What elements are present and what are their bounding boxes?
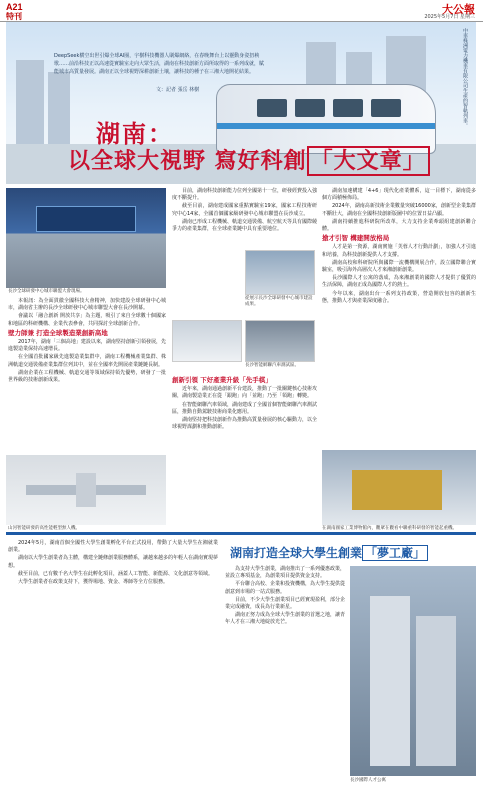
headline-line2 [68,144,430,175]
paragraph: 截至目前，湖南建成國家重點實驗室19家，國家工程技術研究中心14家，全國首個國家級研發中心城市聯盟在長沙成立。 [172,203,317,217]
building-shape [16,60,44,150]
paragraph: 截至目前，已有數千名大學生在此孵化項目，涵蓋人工智能、新能源、文化創意等領域。 [18,570,214,577]
paragraph: 在智能網聯汽車領域，湖南建成了全國首個智能網聯汽車測試區，推動自動駕駛技術商業化應用。 [172,401,318,415]
page-number: A21 [6,2,23,12]
masthead [0,0,483,22]
paragraph: 湖南已形成工程機械、軌道交通裝備、航空航天等具有國際競爭力的產業集群，在全球產業鏈中具有重要地位。 [172,218,318,233]
subheading-text: 搶才引智 構建開放格局 [322,234,390,243]
headline-text: 以全球大視野 寫好科創 [68,148,307,174]
newspaper-logo: 大公報 [442,3,475,16]
paragraph: 人才是第一資源，湖南實施「芙蓉人才行動計劃」，加強人才引進和培養，為科技創新提供人才支撐。 [322,244,476,258]
headline-boxed: 「大文章」 [307,146,430,176]
byline: 文：記者 張岳 林樹 [156,87,200,93]
train-window [333,99,363,117]
photo-caption: 長沙智能網聯汽車測試區。 [245,363,299,368]
photo-caption: 長沙全球研發中心城市聯盟大會現場。 [8,289,85,294]
hero-banner [6,22,476,184]
issue-date: 2025年5月7日 星期三 [424,14,475,20]
section-label: 特刊 [6,12,22,21]
car-photo [245,320,315,362]
lead-text [54,52,264,77]
paragraph: 長沙國際人才公寓的落成，為來湘創業的國際人才提供了優質的生活保障，湖南正成為國際人才的熱土。 [322,275,476,289]
train-stripe [217,123,435,129]
crane-exhibit [352,470,442,510]
paragraph: 平台聯合高校、企業和投資機構，為大學生提供從創意到市場的一站式服務。 [225,581,346,595]
article-column-3 [322,188,476,433]
photo-caption: 山河智能研發的高性能輕型無人機。 [8,526,80,531]
paragraph: 2024年5月，湖南首個全國性大學生創業孵化平台正式投用，帶動了大量大學生在湘就業創業。 [8,540,218,554]
hero-caption: 中車株洲電力機車有限公司生產的智軌列車。 [462,28,468,128]
train-window [295,99,325,117]
paragraph: 會議以「融合創新 開放共享」為主題，吸引了來自全球數十個國家和地區的科研機構、企業代表參會，共同探討全球創新合作。 [8,313,166,327]
paragraph: 湖南持續推進科研院所改革，大力支持企業牽頭組建創新聯合體。 [322,218,476,233]
paragraph: 2024年，湖南高新技術企業數量突破16000家，創新型企業集群不斷壯大，湖南在全國科技創新版圖中的位置日益凸顯。 [322,203,476,217]
paragraph: 湖南堅持把科技創新作為推動高質量發展的核心驅動力，以全球視野謀劃和推動創新。 [172,417,318,431]
subheading-text: 壁力師兼 打造全球製造業創新高地 [8,328,108,337]
subheading-text: 創新引領 下好產業升級「先手棋」 [172,376,272,384]
subheading [8,330,166,337]
paragraph: 為支持大學生創業，湖南推出了一系列優惠政策，並設立專項基金，為創業項目提供資金支持。 [225,566,346,580]
paragraph: 目前，湖南科技創新能力位列全國第十一位，研發經費投入強度不斷提升。 [172,188,318,202]
train-window [257,99,287,117]
aircraft-wing [76,473,96,507]
paragraph: 大學生創業者在政策支持下，獲得場地、資金、導師等全方位服務。 [18,579,169,586]
paragraph: 本報訊：為全面貫徹全國科技大會精神，加快建設全球研發中心城市，湖南省主辦的長沙全球研發中心城市聯盟大會在長沙開幕。 [8,298,166,312]
article-column-2b [172,375,317,525]
paragraph: 湖南以大學生創業者為主體，構建全鏈條創業服務體系，讓越來越多的年輕人在湖南實現夢想。 [8,555,219,569]
paragraph: 目前，不少大學生創業項目已經實現盈利，部分企業完成融資，成長為行業新星。 [225,596,346,611]
subheading [322,235,476,242]
showcase-photo [245,250,315,295]
bottom-column-left [8,540,218,790]
robot-photo [172,320,242,362]
paragraph: 近年來，湖南通過創新平台建設，推動了一批關鍵核心技術攻關，湖南製造業正在從「跟跑」向「並跑」乃至「領跑」轉變。 [172,386,318,400]
tower-shape [370,596,410,766]
paragraph: 湖南加速構建「4+6」現代化產業體系，這一目標下，湖南從多個方面積極佈局。 [322,188,476,202]
paragraph: 湖南高校和科研院所與國際一流機構開展合作，設立國際聯合實驗室，吸引海外高層次人才來湘創新創業。 [322,259,476,274]
subheading [172,377,317,384]
paragraph: 湖南企業在工程機械、軌道交通等領域保持領先優勢，研發了一批世界級的技術創新成果。 [8,369,166,384]
lead-paragraph: DeepSeek横空出世引爆全球AI圈，宇樹科技機器人刷爆網絡，在春晚舞台上以靈動身姿扭秧歌……前沿科技正以高速從實驗室走向大眾生活，湖南在科技創新方面所取得的一系列成就，賦能城市高質量發展。湖南正以全球視野深耕創新土壤，讓科技的種子在三湘大地開花結果。 [54,53,265,75]
photo-caption: 從展示長沙全球研發中心城市建設成果。 [245,296,313,307]
conference-photo [6,188,166,288]
bottom-headline-text: 湖南打造全球大學生創業 [230,546,363,560]
photo-caption: 長沙國際人才公寓 [350,778,386,783]
bottom-headline-boxed: 「夢工廠」 [362,545,428,561]
paragraph: 湖南正努力成為全球大學生創業的首選之地，讓青年人才在三湘大地綻放光芒。 [225,612,346,626]
paragraph: 2017年，湖南「三個高地」建設以來，湖南堅持創新引領發展，先進製造業保持高速增長。 [8,339,166,353]
bottom-headline [230,544,428,561]
tower-shape [416,616,456,766]
photo-caption: 在湖南國家工業博物館內，觀眾在觀看中聯重科研發的智能起重機。 [322,526,457,531]
headline-line1: 湖南： [96,119,174,148]
paragraph: 今年以來，湖南出台一系列支持政策，營造開放包容的創新生態，推動人才與產業深度融合。 [322,290,476,304]
bottom-column-mid [225,566,345,791]
stage-screen [36,206,136,232]
museum-photo [322,450,476,525]
talent-apartment-photo [350,566,476,776]
hall-photo [6,455,166,525]
building-shape [48,72,70,152]
paragraph: 在全國首批國家級先進製造業集群中，湖南工程機械產業集群、株洲軌道交通裝備產業集群位列其中，並在全國率先開展產業鏈鏈長制。 [8,354,166,368]
train-window [371,99,401,117]
